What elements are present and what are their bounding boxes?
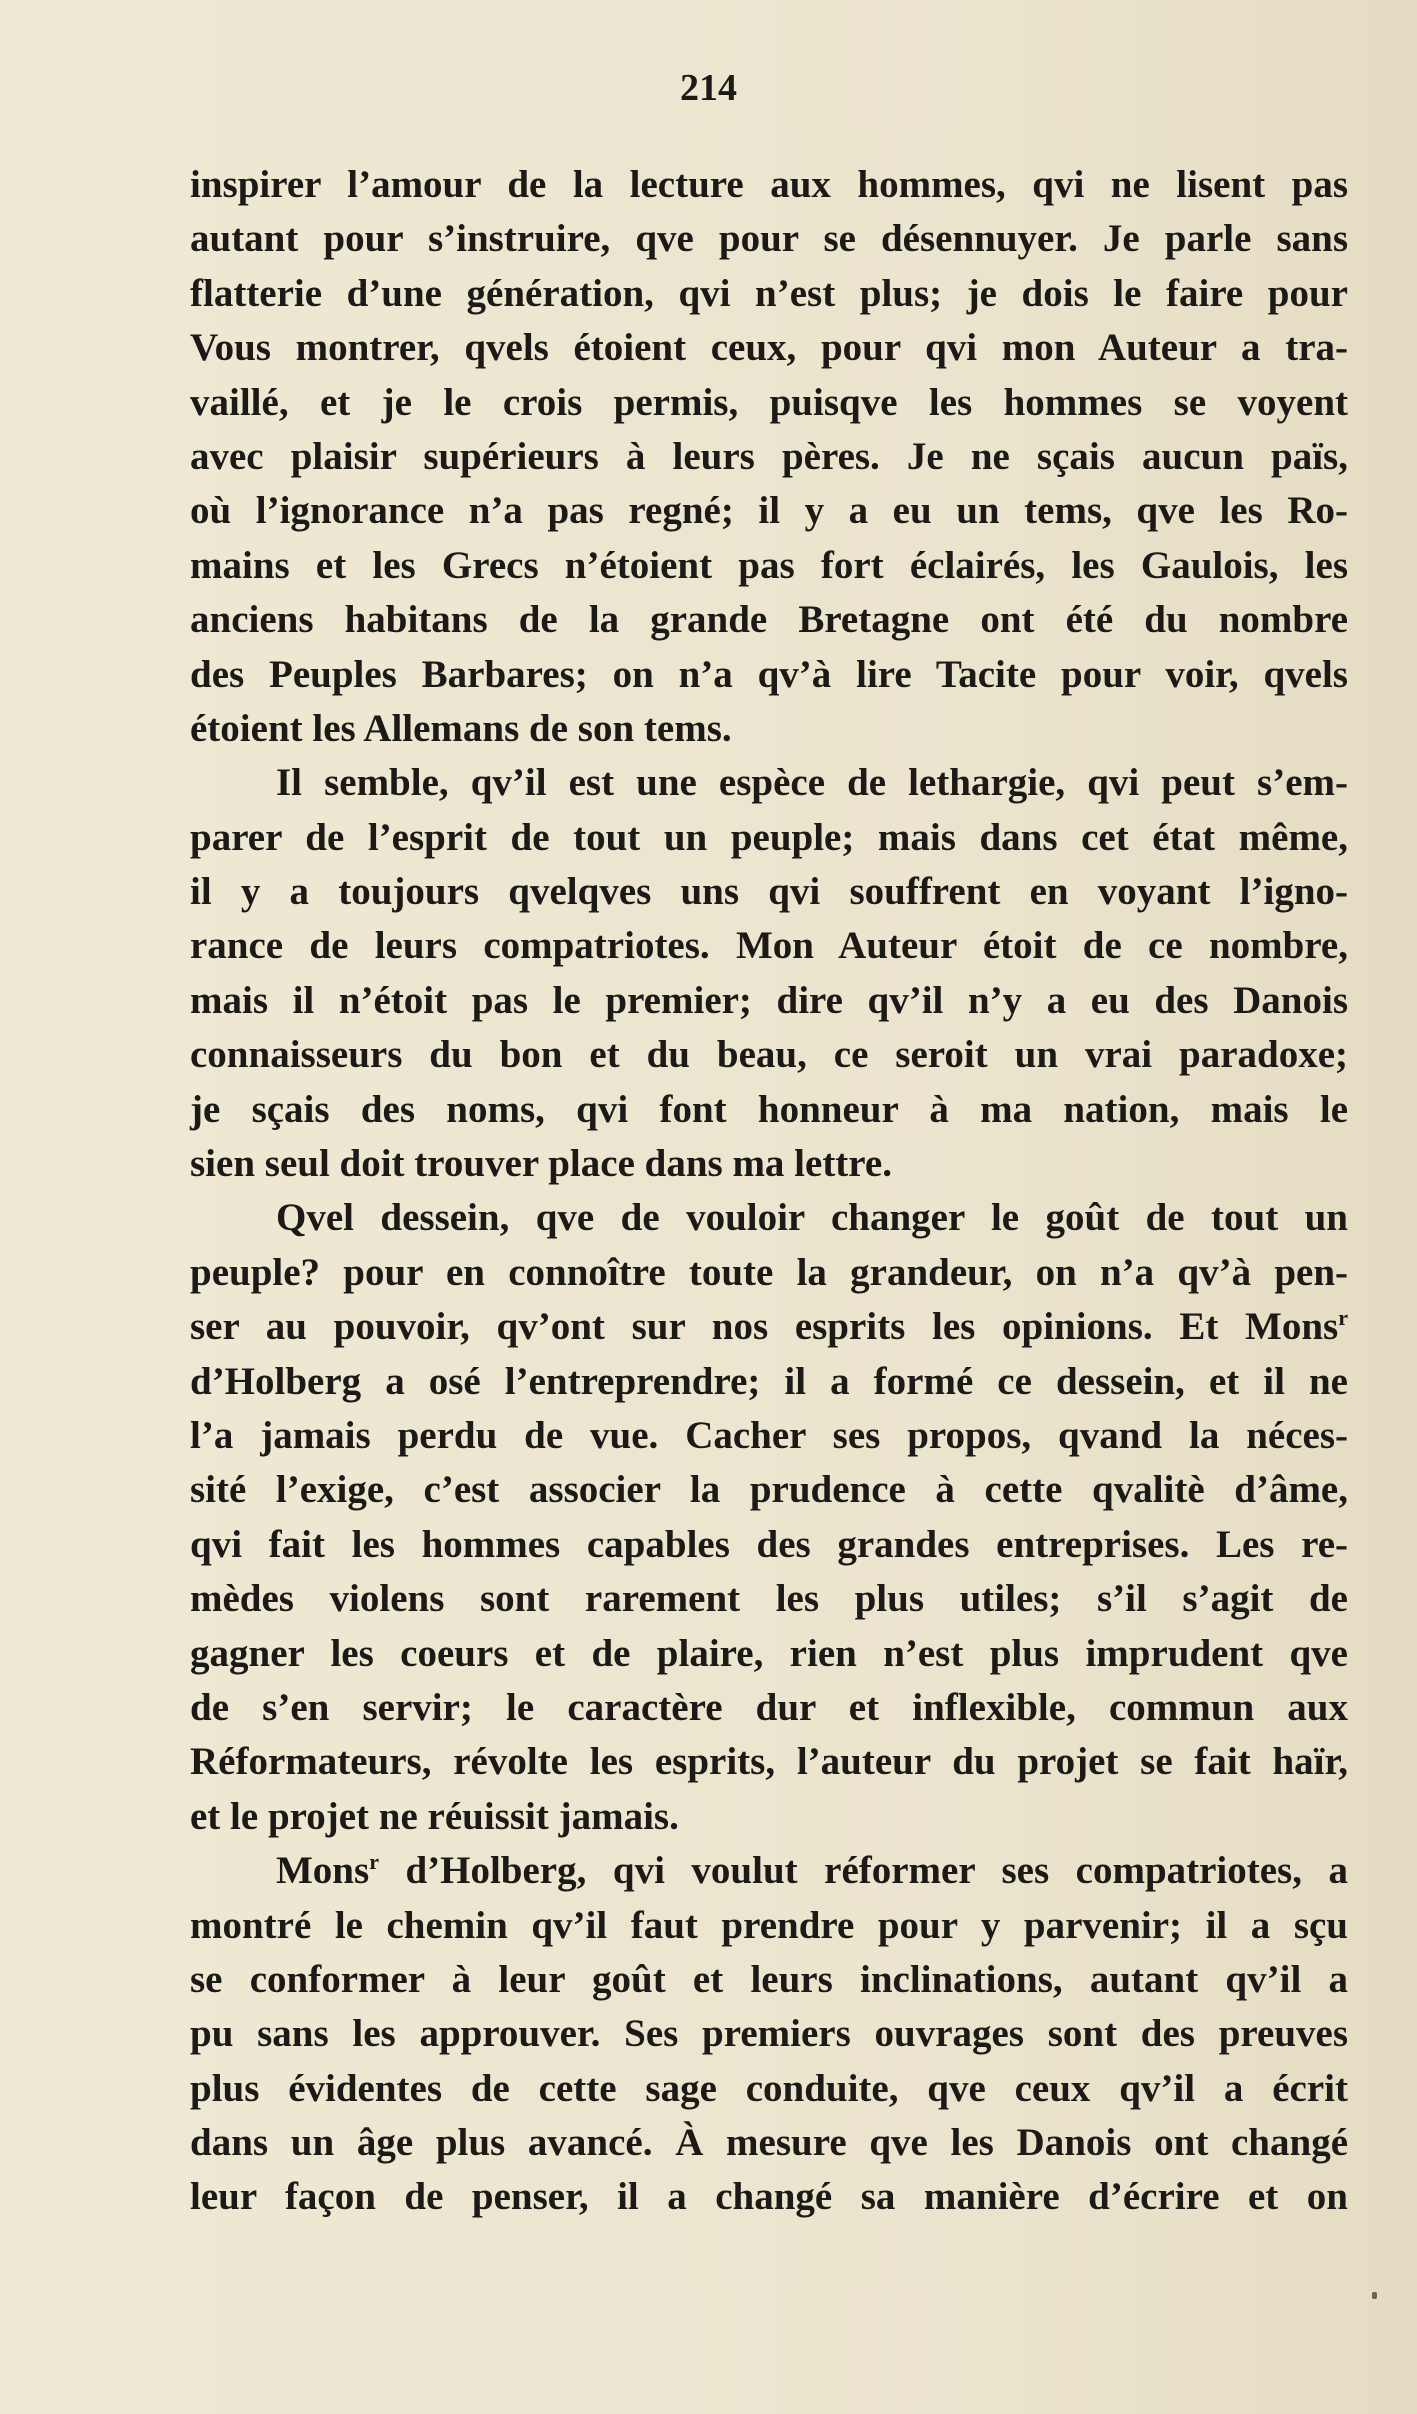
superscript-abbrev: r: [369, 1849, 379, 1875]
text-line: [190, 539, 1348, 593]
text-line-content: anciens habitans de la grande Bretagne ont été du nombre: [190, 598, 1348, 642]
text-line-content: mais il n’étoit pas le premier; dire qv’il n’y a eu des Danois: [190, 978, 1348, 1022]
text-line: [190, 1572, 1348, 1626]
text-line-content: gagner les coeurs et de plaire, rien n’est plus imprudent qve: [190, 1631, 1348, 1675]
text-line: [190, 1518, 1348, 1572]
text-line-content: des Peuples Barbares; on n’a qv’à lire Tacite pour voir, qvels: [190, 652, 1348, 696]
text-line-content: flatterie d’une génération, qvi n’est plus; je dois le faire pour: [190, 271, 1348, 315]
text-line-content: connaisseurs du bon et du beau, ce seroit un vrai paradoxe;: [190, 1033, 1348, 1077]
text-line-content: inspirer l’amour de la lecture aux hommes, qvi ne lisent pas: [190, 163, 1348, 206]
text-line: [190, 267, 1348, 321]
text-line-content: ser au pouvoir, qv’ont sur nos esprits les opinions. Et Mons: [190, 1305, 1339, 1349]
text-line: [190, 865, 1348, 919]
text-line: [190, 1463, 1348, 1517]
paper-speck: [1372, 2292, 1377, 2299]
text-line-content: qvi fait les hommes capables des grandes entreprises. Les re-: [190, 1522, 1348, 1566]
text-line: [190, 811, 1348, 865]
text-line-content: se conformer à leur goût et leurs inclinations, autant qv’il a: [190, 1957, 1348, 2001]
text-line: [190, 1735, 1348, 1789]
text-line: [190, 158, 1348, 212]
text-line: [190, 484, 1348, 538]
body-text: [190, 158, 1348, 2225]
text-line-content: et le projet ne réuissit jamais.: [190, 1794, 679, 1838]
text-line: [190, 1899, 1348, 1953]
text-line-content: peuple? pour en connoître toute la grandeur, on n’a qv’à pen-: [190, 1250, 1348, 1294]
text-line: [190, 212, 1348, 266]
text-line-content: montré le chemin qv’il faut prendre pour y parvenir; il a sçu: [190, 1903, 1348, 1947]
text-line-content: leur façon de penser, il a changé sa manière d’écrire et on: [190, 2175, 1348, 2219]
text-line: [190, 2116, 1348, 2170]
text-line: [190, 593, 1348, 647]
text-line: [190, 430, 1348, 484]
text-line: [190, 1627, 1348, 1681]
text-line: [190, 1191, 1348, 1245]
text-line-content: d’Holberg a osé l’entreprendre; il a formé ce dessein, et il ne: [190, 1359, 1348, 1403]
text-line-content: étoient les Allemans de son tems.: [190, 706, 732, 750]
text-line: [190, 702, 1348, 756]
text-line: [190, 1083, 1348, 1137]
text-line-content: rance de leurs compatriotes. Mon Auteur étoit de ce nombre,: [190, 924, 1348, 968]
text-line-prefix: Mons: [276, 1849, 370, 1893]
text-line-content: mains et les Grecs n’étoient pas fort éclairés, les Gaulois, les: [190, 543, 1348, 587]
text-line: [190, 1844, 1348, 1898]
text-line-content: avec plaisir supérieurs à leurs pères. Je ne sçais aucun païs,: [190, 434, 1348, 478]
text-line-content: pu sans les approuver. Ses premiers ouvrages sont des preuves: [190, 2012, 1348, 2056]
text-line-content: Réformateurs, révolte les esprits, l’auteur du projet se fait haïr,: [190, 1740, 1348, 1784]
text-line-content: l’a jamais perdu de vue. Cacher ses propos, qvand la néces-: [190, 1413, 1348, 1457]
text-line: [190, 1028, 1348, 1082]
text-line-content: autant pour s’instruire, qve pour se désennuyer. Je parle sans: [190, 217, 1348, 261]
text-line: [190, 2170, 1348, 2224]
page-number: 214: [680, 67, 737, 109]
text-line: [190, 919, 1348, 973]
text-line: [190, 1953, 1348, 2007]
text-line: [190, 756, 1348, 810]
text-line: [190, 1790, 1348, 1844]
text-line: [190, 2062, 1348, 2116]
text-line-content: vaillé, et je le crois permis, puisqve les hommes se voyent: [190, 380, 1348, 424]
text-line-content: dans un âge plus avancé. À mesure qve les Danois ont changé: [190, 2121, 1348, 2165]
text-line: [190, 974, 1348, 1028]
text-line-content: d’Holberg, qvi voulut réformer ses compatriotes, a: [378, 1849, 1348, 1893]
text-line: [190, 376, 1348, 430]
text-line-content: il y a toujours qvelqves uns qvi souffrent en voyant l’igno-: [190, 870, 1348, 914]
text-line-content: Vous montrer, qvels étoient ceux, pour qvi mon Auteur a tra-: [190, 326, 1348, 370]
superscript-abbrev: r: [1338, 1305, 1348, 1331]
text-line-content: mèdes violens sont rarement les plus utiles; s’il s’agit de: [190, 1577, 1348, 1621]
text-line-content: Il semble, qv’il est une espèce de lethargie, qvi peut s’em-: [276, 761, 1348, 805]
text-line-content: Qvel dessein, qve de vouloir changer le goût de tout un: [276, 1196, 1348, 1240]
text-line: [190, 1355, 1348, 1409]
text-line: [190, 2007, 1348, 2061]
text-line-content: je sçais des noms, qvi font honneur à ma nation, mais le: [190, 1087, 1348, 1131]
text-line: [190, 1246, 1348, 1300]
text-line-content: où l’ignorance n’a pas regné; il y a eu un tems, qve les Ro-: [190, 489, 1348, 533]
text-line-content: sité l’exige, c’est associer la prudence à cette qvalitè d’âme,: [190, 1468, 1348, 1512]
text-line-content: parer de l’esprit de tout un peuple; mais dans cet état même,: [190, 815, 1348, 859]
text-line: [190, 1300, 1348, 1354]
text-line: [190, 1409, 1348, 1463]
text-line: [190, 321, 1348, 375]
text-line-content: de s’en servir; le caractère dur et inflexible, commun aux: [190, 1685, 1348, 1729]
text-line: [190, 1681, 1348, 1735]
text-line: [190, 648, 1348, 702]
text-line-content: sien seul doit trouver place dans ma lettre.: [190, 1142, 892, 1186]
text-line: [190, 1137, 1348, 1191]
text-line-content: plus évidentes de cette sage conduite, qve ceux qv’il a écrit: [190, 2066, 1348, 2110]
